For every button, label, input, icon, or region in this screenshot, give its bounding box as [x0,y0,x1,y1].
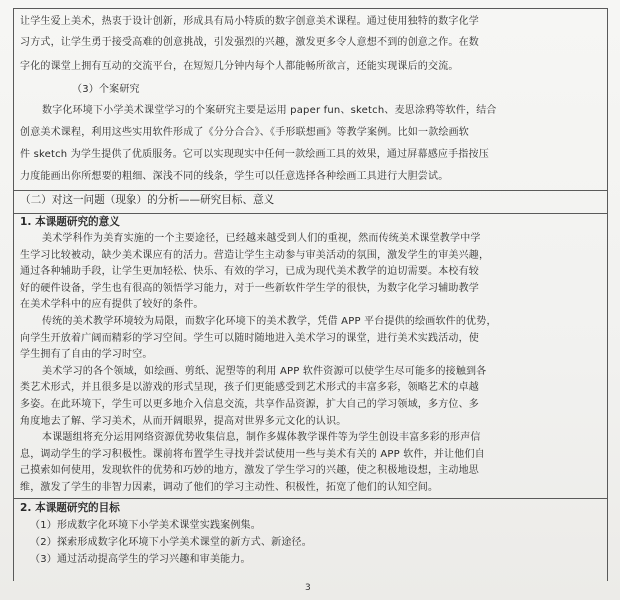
text-line: 息，调动学生的学习积极性。课前将布置学生寻找并尝试使用一些与美术有关的 APP 软件，并让他们自 [20,448,485,460]
text-line: 数字化环境下小学美术课堂学习的个案研究主要是运用 paper fun、sketch、麦思涂鸦等软件，结合 [42,105,497,116]
objective-item: （3）通过活动提高学生的学习兴趣和审美能力。 [30,554,251,565]
section-title: （二）对这一问题（现象）的分析——研究目标、意义 [20,194,275,206]
objectives-heading: 2. 本课题研究的目标 [20,502,120,514]
text-line: 力度能画出你所想要的粗细、深浅不同的线条，学生可以任意选择各种绘画工具进行大胆尝试。 [20,171,449,182]
text-line: 在美术学科中的应有提供了较好的条件。 [20,299,204,311]
text-line: 本课题组将充分运用网络资源优势收集信息，制作多媒体教学课件等为学生创设丰富多彩的形声信 [42,432,481,444]
text-line: 维，激发了学生的非智力因素，调动了他们的学习主动性、积极性，拓宽了他们的认知空间。 [20,482,439,493]
text-line: 件 sketch 为学生提供了优质服务。它可以实现现实中任何一款绘画工具的效果，通过屏幕感应手指按压 [20,149,489,160]
text-line: 传统的美术教学环境较为局限，而数字化环境下的美术教学，凭借 APP 平台提供的绘画软件的优势， [42,316,497,327]
text-line: 己摸索如何使用，发现软件的优势和巧妙的地方，激发了学生学习的兴趣，使之积极地设想，主动地思 [20,465,479,477]
text-line: 字化的课堂上拥有互动的交流平台，在短短几分钟内每个人都能畅所欲言，还能实现课后的交流。 [20,61,459,72]
case-study-heading: （3）个案研究 [72,84,140,95]
text-line: 美术学习的各个领域，如绘画、剪纸、泥塑等的利用 APP 软件资源可以使学生尽可能多的接触到各 [42,365,487,377]
text-line: 好的硬件设备，学生也有很高的领悟学习能力，对于一些新软件学生学的很快，为数字化学习辅助教学 [20,282,479,294]
text-line: 让学生爱上美术，热衷于设计创新，形成具有局小特质的数字创意美术课程。通过使用独特的数字化学 [20,16,479,27]
text-line: 学生拥有了自由的学习时空。 [20,349,153,361]
text-line: 角度地去了解、学习美术，从而开阔眼界，提高对世界多元文化的认识。 [20,415,347,427]
objective-item: （1）形成数字化环境下小学美术课堂实践案例集。 [30,520,261,531]
text-line: 创意美术课程，利用这些实用软件形成了《分分合合》、《手形联想画》等教学案例。比如一款绘画软 [20,127,469,138]
objective-item: （2）探索形成数字化环境下小学美术课堂的新方式、新途径。 [30,537,312,548]
text-line: 类艺术形式，并且很多是以游戏的形式呈现，孩子们更能感受到艺术形式的丰富多彩，领略艺术的卓越 [20,382,479,394]
text-line: 通过各种辅助手段，让学生更加轻松、快乐、有效的学习，已成为现代美术教学的迫切需要。本校有较 [20,266,479,278]
text-line: 美术学科作为美育实施的一个主要途径，已经越来越受到人们的重视，然而传统美术课堂教学中学 [42,233,481,244]
page-number: 3 [305,583,311,593]
text-line: 向学生开放着广阔而精彩的学习空间。学生可以随时随地进入美术学习的课堂，进行美术实践活动，使 [20,332,479,344]
text-line: 习方式，让学生勇于接受高难的创意挑战，引发强烈的兴趣，激发更多令人意想不到的创意之作。在数 [20,37,479,48]
text-line: 多姿。在此环境下，学生可以更多地介入信息交流，共享作品资源，扩大自己的学习领域，多方位、多 [20,399,479,410]
significance-heading: 1. 本课题研究的意义 [20,216,120,228]
text-line: 生学习比较被动，缺少美术课应有的活力。营造让学生主动参与审美活动的氛围，激发学生的审美兴趣， [20,249,490,261]
